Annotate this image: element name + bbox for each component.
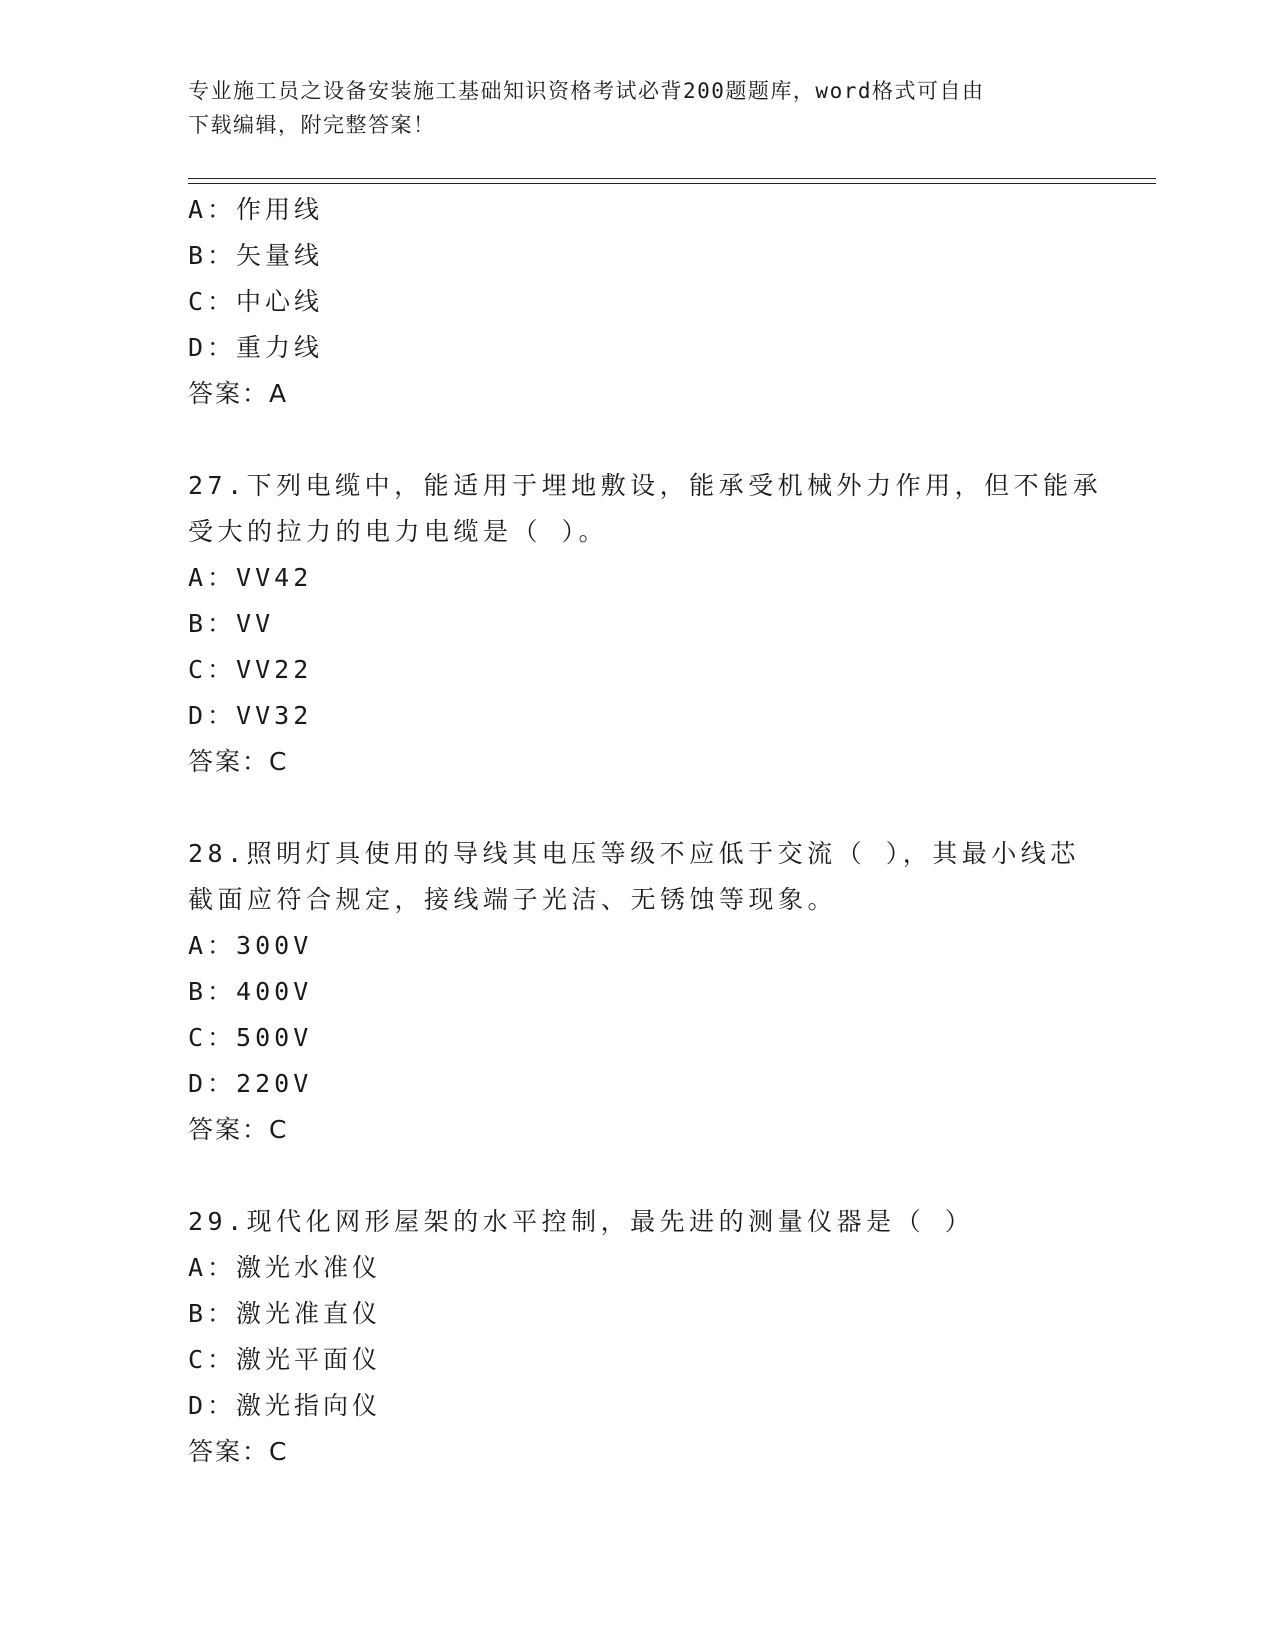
spacer: [188, 785, 1088, 831]
answer: 答案：A: [188, 379, 289, 408]
header-divider-bottom: [188, 183, 1156, 184]
answer: 答案：C: [188, 1437, 289, 1466]
header-title-line-2: 下载编辑，附完整答案！: [188, 113, 436, 137]
option-b: B：激光准直仪: [188, 1299, 382, 1328]
question-text-line-1: 28.照明灯具使用的导线其电压等级不应低于交流（ ），其最小线芯: [188, 839, 1080, 868]
spacer: [188, 1153, 1088, 1199]
option-a: A：VV42: [188, 563, 313, 592]
option-d: D：VV32: [188, 701, 313, 730]
option-b: B：矢量线: [188, 241, 324, 270]
option-c: C：中心线: [188, 287, 324, 316]
header-title-line-1: 专业施工员之设备安装施工基础知识资格考试必背200题题库，word格式可自由: [188, 79, 985, 103]
answer: 答案：C: [188, 1115, 289, 1144]
option-c: C：激光平面仪: [188, 1345, 382, 1374]
option-a: A：300V: [188, 931, 313, 960]
header-divider-top: [188, 178, 1156, 179]
option-c: C：VV22: [188, 655, 313, 684]
option-b: B：VV: [188, 609, 275, 638]
question-list: [188, 187, 1103, 1475]
question-26: [188, 187, 1088, 417]
question-text-line-1: 27.下列电缆中，能适用于埋地敷设，能承受机械外力作用，但不能承: [188, 471, 1103, 500]
option-a: A：作用线: [188, 195, 324, 224]
option-d: D：激光指向仪: [188, 1391, 382, 1420]
question-29: [188, 1199, 1088, 1475]
option-d: D：重力线: [188, 333, 324, 362]
option-b: B：400V: [188, 977, 313, 1006]
option-c: C：500V: [188, 1023, 313, 1052]
question-28: [188, 831, 1088, 1153]
option-a: A：激光水准仪: [188, 1253, 382, 1282]
question-text-line-2: 截面应符合规定，接线端子光洁、无锈蚀等现象。: [188, 885, 838, 914]
document-header: [188, 74, 1088, 142]
question-27: [188, 463, 1103, 785]
spacer: [188, 417, 1088, 463]
question-text-line-2: 受大的拉力的电力电缆是（ ）。: [188, 517, 609, 546]
question-text-line-1: 29.现代化网形屋架的水平控制，最先进的测量仪器是（ ）: [188, 1207, 975, 1236]
option-d: D：220V: [188, 1069, 313, 1098]
answer: 答案：C: [188, 747, 289, 776]
